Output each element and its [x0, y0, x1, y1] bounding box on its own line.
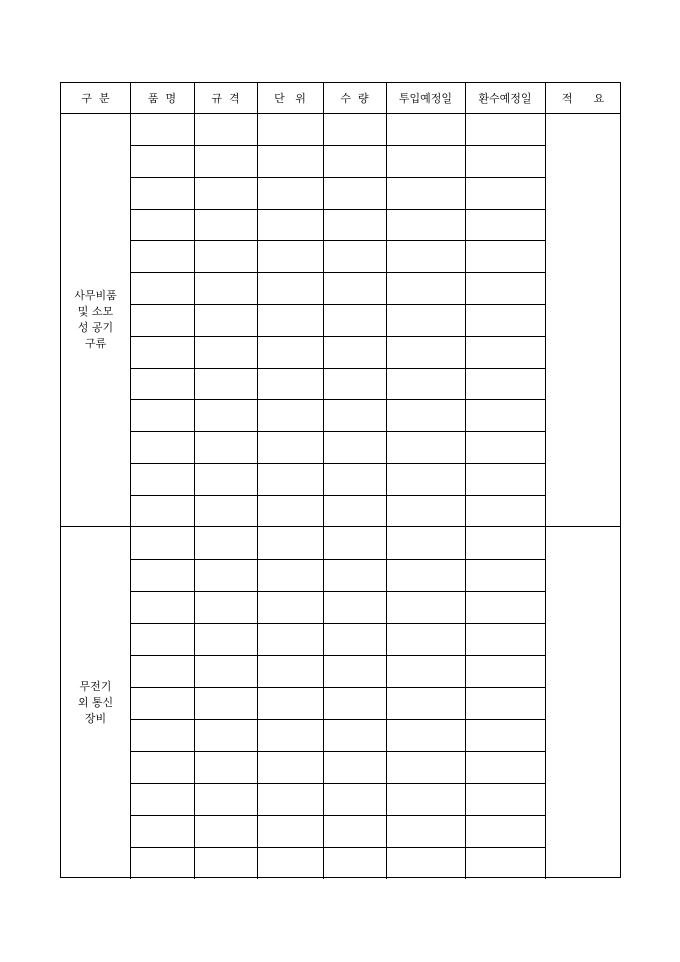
equipment-plan-table — [60, 82, 621, 878]
header-category: 구 분 — [81, 92, 110, 105]
category-office-supplies: 사무비품 및 소모 성 공기 구류 — [74, 289, 117, 350]
header-quantity: 수 량 — [340, 92, 369, 105]
row-line — [130, 591, 545, 592]
column-divider — [194, 83, 195, 879]
column-divider — [465, 83, 466, 879]
row-line — [130, 240, 545, 241]
row-line — [130, 399, 545, 400]
row-line — [130, 559, 545, 560]
column-divider — [386, 83, 387, 879]
header-bottom-line — [61, 113, 620, 114]
row-line — [130, 751, 545, 752]
row-line — [130, 719, 545, 720]
header-spec: 규 격 — [211, 92, 240, 105]
row-line — [130, 209, 545, 210]
row-line — [130, 687, 545, 688]
row-line — [130, 495, 545, 496]
column-divider — [545, 83, 546, 879]
category-radio-comm-equipment: 무전기 외 통신 장비 — [77, 679, 114, 725]
row-line — [130, 655, 545, 656]
section-divider — [61, 526, 620, 527]
row-line — [130, 463, 545, 464]
column-divider — [257, 83, 258, 879]
header-input-date: 투입예정일 — [398, 92, 453, 105]
header-item-name: 품 명 — [147, 92, 177, 105]
column-divider — [323, 83, 324, 879]
row-line — [130, 177, 545, 178]
column-divider — [130, 83, 131, 879]
row-line — [130, 272, 545, 273]
row-line — [130, 336, 545, 337]
row-line — [130, 145, 545, 146]
header-remarks: 적 요 — [561, 92, 605, 105]
header-unit: 단 위 — [274, 92, 306, 105]
row-line — [130, 431, 545, 432]
row-line — [130, 783, 545, 784]
row-line — [130, 623, 545, 624]
row-line — [130, 304, 545, 305]
header-return-date: 환수예정일 — [478, 92, 532, 105]
row-line — [130, 368, 545, 369]
row-line — [130, 847, 545, 848]
row-line — [130, 815, 545, 816]
